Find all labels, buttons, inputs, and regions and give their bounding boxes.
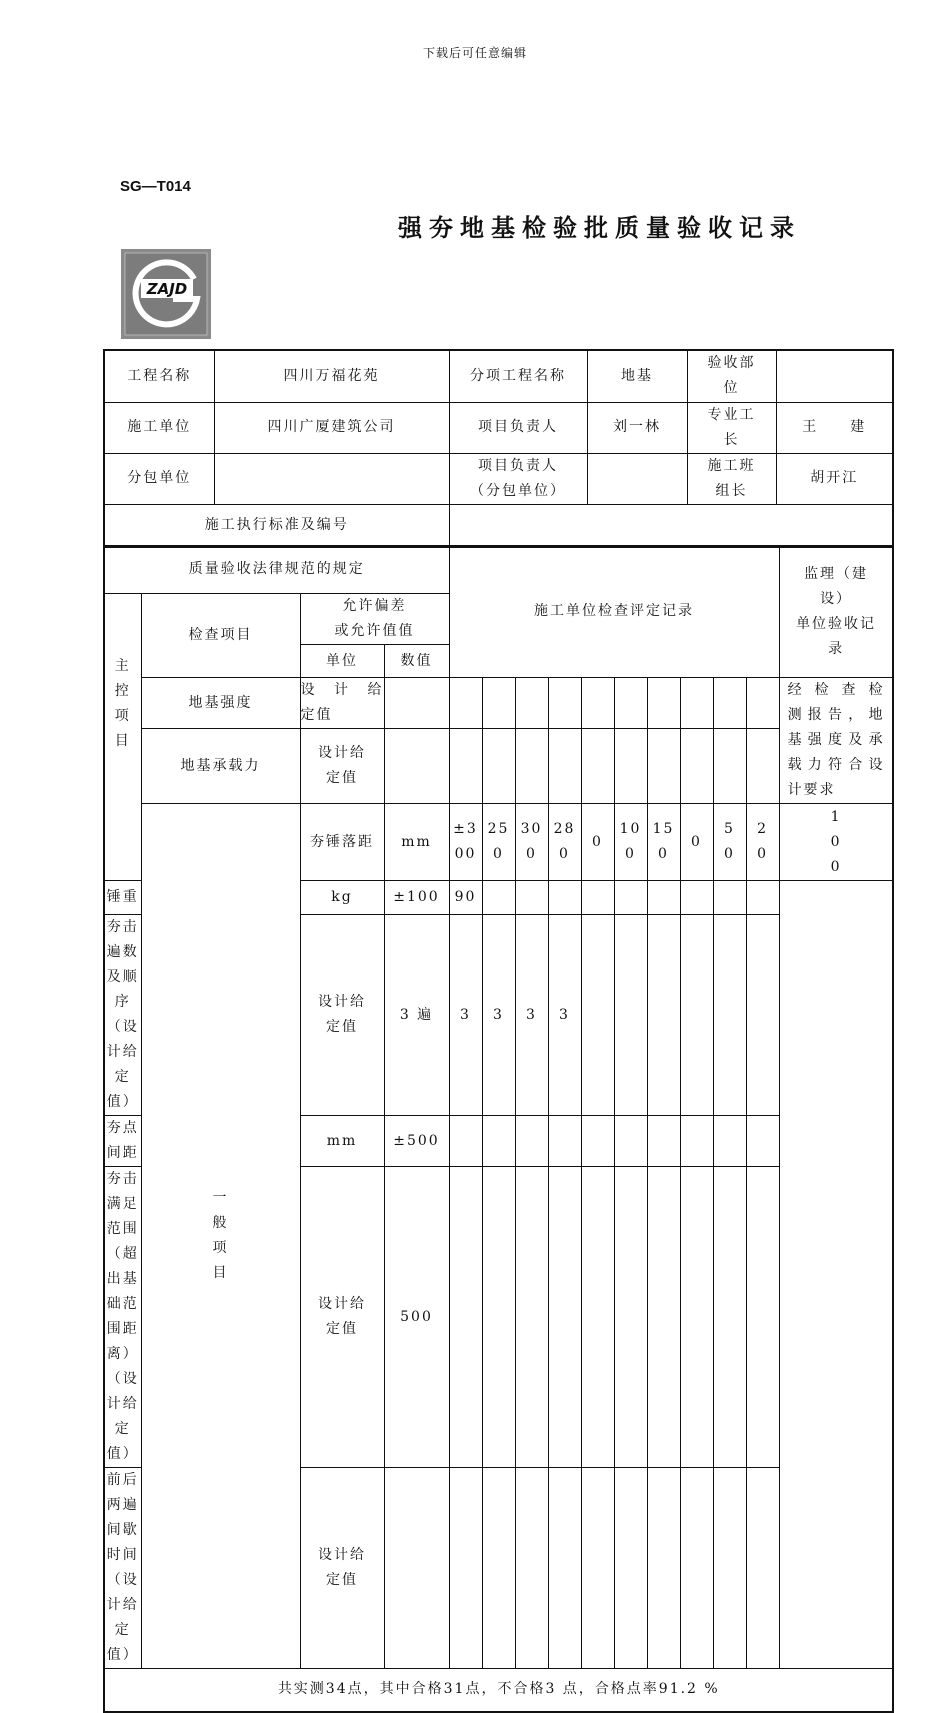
reading-cell <box>482 729 515 804</box>
logo-graphic <box>121 249 211 339</box>
form-code: SG—T014 <box>120 178 191 195</box>
main-item-bearing-unit: 设计给 定值 <box>300 729 384 804</box>
reading-cell <box>680 1167 713 1468</box>
general-item-value <box>384 1468 449 1669</box>
main-item-strength: 地基强度 <box>141 678 300 729</box>
reading-cell <box>548 678 581 729</box>
reading-cell <box>515 729 548 804</box>
reading-cell <box>548 1167 581 1468</box>
reading-cell <box>515 1116 548 1167</box>
reading-cell <box>746 729 779 804</box>
reading-cell <box>614 915 647 1116</box>
reading-cell <box>614 1468 647 1669</box>
general-item-unit: 设计给 定值 <box>300 915 384 1116</box>
general-item-value: 3 遍 <box>384 915 449 1116</box>
reading-cell <box>713 1116 746 1167</box>
reading-cell <box>680 1468 713 1669</box>
supervisor-header: 监理（建 设） 单位验收记 录 <box>779 546 893 678</box>
reading-cell <box>449 1116 482 1167</box>
reading-cell <box>680 881 713 915</box>
reading-cell <box>746 1468 779 1669</box>
main-item-bearing-value <box>384 729 449 804</box>
reading-cell <box>647 678 680 729</box>
reading-cell: 3 <box>449 915 482 1116</box>
reading-cell <box>581 1468 614 1669</box>
info-table <box>103 349 894 548</box>
reading-cell <box>515 1167 548 1468</box>
general-item-value: ±500 <box>384 1116 449 1167</box>
reading-cell <box>680 1116 713 1167</box>
reading-cell: 0 <box>581 804 614 881</box>
general-items-label: 一 般 项 目 <box>141 804 300 1669</box>
reading-cell <box>548 1116 581 1167</box>
reading-cell <box>680 729 713 804</box>
contractor-label: 施工单位 <box>104 402 214 453</box>
project-name-label: 工程名称 <box>104 350 214 402</box>
reading-cell <box>713 1167 746 1468</box>
reading-cell <box>746 915 779 1116</box>
pm-value: 刘一林 <box>587 402 687 453</box>
general-item-unit: 设计给 定值 <box>300 1167 384 1468</box>
general-item-unit: mm <box>300 1116 384 1167</box>
reading-cell <box>746 678 779 729</box>
reading-cell <box>548 881 581 915</box>
reading-cell <box>581 729 614 804</box>
reading-cell <box>515 1468 548 1669</box>
reading-cell: 3 <box>515 915 548 1116</box>
reading-cell <box>746 881 779 915</box>
project-name-value: 四川万福花苑 <box>214 350 449 402</box>
reading-cell: 10 0 <box>614 804 647 881</box>
acceptance-part-label: 验收部 位 <box>687 350 776 402</box>
reading-cell <box>713 1468 746 1669</box>
reading-cell <box>482 1116 515 1167</box>
general-item-name: 夯击遍数及顺序 （设计给定值） <box>104 915 141 1116</box>
contractor-value: 四川广厦建筑公司 <box>214 402 449 453</box>
general-item-value: ±300 <box>449 804 482 881</box>
acceptance-part-value <box>776 350 893 402</box>
standard-value <box>449 504 893 547</box>
sub-pm-value <box>587 453 687 504</box>
reading-cell <box>746 1167 779 1468</box>
reading-cell: 1 0 0 <box>779 804 893 881</box>
supervisor-main-note: 经检查检 测报告，地 基强度及承 载力符合设 计要求 <box>779 678 893 804</box>
general-item-name: 夯点间距 <box>104 1116 141 1167</box>
reading-cell <box>647 915 680 1116</box>
regulation-header: 质量验收法律规范的规定 <box>104 546 449 594</box>
sub-project-value: 地基 <box>587 350 687 402</box>
reading-cell <box>449 678 482 729</box>
reading-cell <box>614 1167 647 1468</box>
reading-cell <box>482 1167 515 1468</box>
reading-cell <box>713 678 746 729</box>
reading-cell <box>713 729 746 804</box>
svg-text:ZAJD: ZAJD <box>146 280 188 298</box>
reading-cell <box>581 678 614 729</box>
general-item-value: 500 <box>384 1167 449 1468</box>
reading-cell <box>581 1116 614 1167</box>
reading-cell <box>581 881 614 915</box>
general-item-name: 夯击满足范围 （超出基础范围距 离） （设计给定值） <box>104 1167 141 1468</box>
pm-label: 项目负责人 <box>449 402 587 453</box>
reading-cell: 3 <box>548 915 581 1116</box>
reading-cell <box>680 678 713 729</box>
reading-cell <box>614 729 647 804</box>
main-item-bearing: 地基承载力 <box>141 729 300 804</box>
reading-cell <box>548 1468 581 1669</box>
foreman-label: 专业工 长 <box>687 402 776 453</box>
reading-cell <box>614 678 647 729</box>
subcontractor-value <box>214 453 449 504</box>
reading-cell <box>449 1167 482 1468</box>
reading-cell: 0 <box>680 804 713 881</box>
zajd-logo <box>121 249 211 339</box>
standard-label: 施工执行标准及编号 <box>104 504 449 547</box>
reading-cell <box>449 1468 482 1669</box>
reading-cell <box>746 1116 779 1167</box>
inspection-grid <box>103 545 894 1713</box>
team-leader-label: 施工班 组长 <box>687 453 776 504</box>
reading-cell <box>647 881 680 915</box>
reading-cell <box>548 729 581 804</box>
reading-cell <box>482 678 515 729</box>
reading-cell: 2 0 <box>746 804 779 881</box>
unit-header: 单位 <box>300 645 384 678</box>
reading-cell <box>515 881 548 915</box>
reading-cell <box>449 729 482 804</box>
reading-cell <box>482 881 515 915</box>
page-header-note: 下载后可任意编辑 <box>422 46 527 60</box>
contractor-record-header: 施工单位检查评定记录 <box>449 546 779 678</box>
reading-cell <box>680 915 713 1116</box>
sub-project-label: 分项工程名称 <box>449 350 587 402</box>
general-item-row <box>104 804 893 881</box>
inspection-item-header: 检查项目 <box>141 594 300 678</box>
general-item-unit: 设计给 定值 <box>300 1468 384 1669</box>
reading-cell <box>614 881 647 915</box>
reading-cell <box>647 1468 680 1669</box>
reading-cell <box>713 881 746 915</box>
reading-cell <box>482 1468 515 1669</box>
value-header: 数值 <box>384 645 449 678</box>
general-item-value: ±100 <box>384 881 449 915</box>
reading-cell: 28 0 <box>548 804 581 881</box>
allowance-header: 允许偏差 或允许值值 <box>300 594 449 645</box>
general-item-unit: kg <box>300 881 384 915</box>
sub-pm-label: 项目负责人 （分包单位） <box>449 453 587 504</box>
reading-cell: 30 0 <box>515 804 548 881</box>
reading-cell <box>647 1116 680 1167</box>
reading-cell <box>713 915 746 1116</box>
reading-cell <box>581 915 614 1116</box>
reading-cell: 5 0 <box>713 804 746 881</box>
main-item-strength-value <box>384 678 449 729</box>
general-item-name: 夯锤落距 <box>300 804 384 881</box>
team-leader-value: 胡开江 <box>776 453 893 504</box>
reading-cell: 25 0 <box>482 804 515 881</box>
reading-cell <box>647 729 680 804</box>
general-item-name: 锤重 <box>104 881 141 915</box>
reading-cell: 15 0 <box>647 804 680 881</box>
general-item-name: 前后两遍间歇时间 （设计给定值） <box>104 1468 141 1669</box>
main-control-label: 主 控 项 目 <box>104 594 141 881</box>
main-item-strength-unit: 设计给 定值 <box>300 678 384 729</box>
page-title: 强夯地基检验批质量验收记录 <box>398 214 801 242</box>
reading-cell: 90 <box>449 881 482 915</box>
summary-text: 共实测34点，其中合格31点，不合格3 点，合格点率91.2 % <box>104 1669 893 1712</box>
foreman-value: 王 建 <box>776 402 893 453</box>
general-item-unit: mm <box>384 804 449 881</box>
reading-cell <box>647 1167 680 1468</box>
reading-cell <box>581 1167 614 1468</box>
reading-cell: 3 <box>482 915 515 1116</box>
reading-cell <box>515 678 548 729</box>
reading-cell <box>614 1116 647 1167</box>
subcontractor-label: 分包单位 <box>104 453 214 504</box>
